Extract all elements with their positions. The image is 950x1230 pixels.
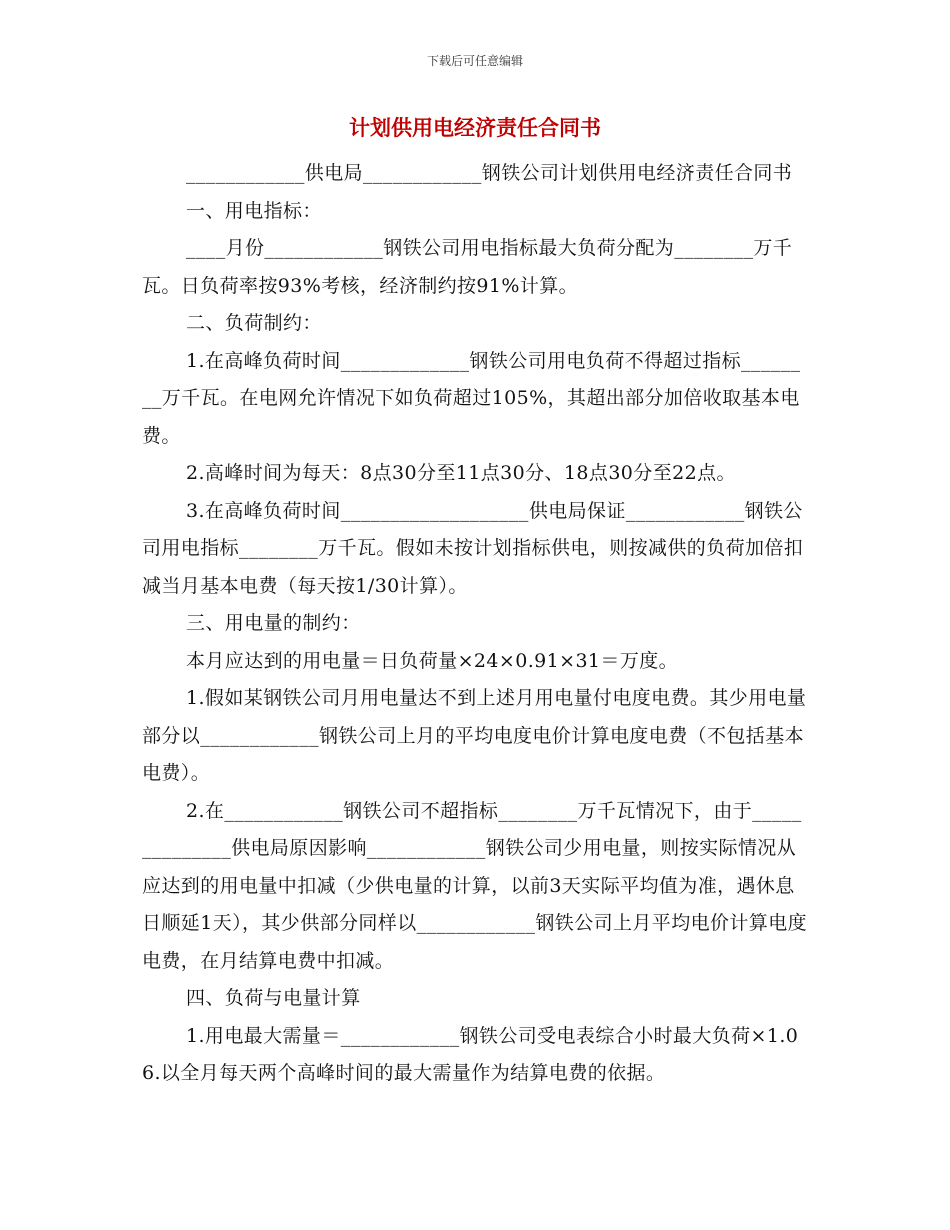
document-body — [142, 155, 810, 1093]
document-title: 计划供用电经济责任合同书 — [349, 115, 601, 140]
section-heading-2: 二、负荷制约： — [186, 312, 322, 334]
clause-energy-2: 2.在____________钢铁公司不超指标________万千瓦情况下，由于______________供电局原因影响____________钢铁公司少用电量，则按实际情况从应达到的用电量中扣减（少供电量的计算，以前3天实际平均值为准，遇休息日顺延1天），其少供部分同样以____________钢铁公司上月平均电价计算电度电费，在月结算电费中扣减。 — [142, 799, 807, 972]
paragraph-energy-formula: 本月应达到的用电量＝日负荷量×24×0.91×31＝万度。 — [186, 649, 679, 672]
clause-calc-1: 1.用电最大需量＝____________钢铁公司受电表综合小时最大负荷×1.06.以全月每天两个高峰时间的最大需量作为结算电费的依据。 — [142, 1024, 799, 1084]
contract-intro: ____________供电局____________钢铁公司计划供用电经济责任合同书 — [186, 162, 793, 184]
section-heading-3: 三、用电量的制约： — [186, 612, 361, 634]
section-heading-1: 一、用电指标： — [186, 199, 322, 222]
clause-energy-1: 1.假如某钢铁公司月用电量达不到上述月用电量付电度电费。其少用电量部分以____________钢铁公司上月的平均电度电价计算电度电费（不包括基本电费）。 — [142, 687, 807, 784]
section-heading-4: 四、负荷与电量计算 — [186, 987, 361, 1009]
header-note: 下载后可任意编辑 — [426, 54, 523, 68]
clause-load-3: 3.在高峰负荷时间___________________供电局保证____________钢铁公司用电指标________万千瓦。假如未按计划指标供电，则按减供的负荷加倍扣减当月基本电费（每天按1/30计算）。 — [142, 499, 804, 597]
clause-load-2: 2.高峰时间为每天：8点30分至11点30分、18点30分至22点。 — [186, 462, 736, 484]
clause-load-1: 1.在高峰负荷时间_____________钢铁公司用电负荷不得超过指标________万千瓦。在电网允许情况下如负荷超过105%，其超出部分加倍收取基本电费。 — [142, 349, 801, 447]
paragraph-power-target: ____月份____________钢铁公司用电指标最大负荷分配为________万千瓦。日负荷率按93%考核，经济制约按91%计算。 — [142, 237, 793, 297]
